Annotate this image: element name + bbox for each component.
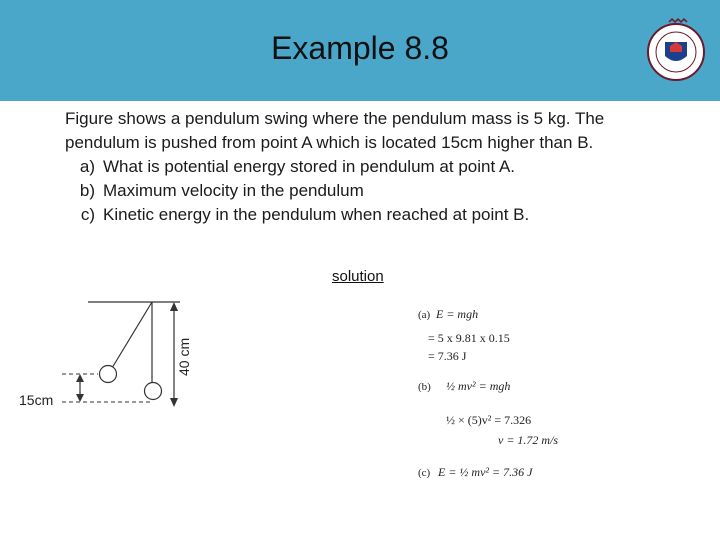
eq-a-line2: = 5 x 9.81 x 0.15 — [428, 331, 510, 345]
height-label: 15cm — [19, 392, 54, 408]
problem-intro-line2: pendulum is pushed from point A which is located 15cm higher than B. — [65, 133, 594, 152]
eq-b-line3: v = 1.72 m/s — [498, 433, 559, 447]
problem-statement — [65, 107, 685, 227]
question-text: What is potential energy stored in pendulum at point A. — [103, 157, 516, 176]
pendulum-figure — [0, 290, 200, 420]
question-b — [65, 179, 685, 203]
slide-title: Example 8.8 — [271, 30, 449, 66]
question-label: b) — [79, 181, 95, 200]
eq-c-line1: E = ½ mv² = 7.36 J — [438, 465, 533, 479]
pendulum-string-a — [112, 302, 152, 368]
solution-heading: solution — [332, 268, 384, 285]
arrow-head-down — [170, 398, 178, 407]
eq-b-label: (b) — [418, 381, 431, 393]
university-crest-icon — [643, 16, 709, 84]
header-bar — [0, 0, 720, 101]
question-c — [65, 203, 685, 227]
question-text: Kinetic energy in the pendulum when reached at point B. — [103, 205, 530, 224]
length-label: 40 cm — [176, 337, 192, 376]
eq-c-label: (c) — [418, 467, 431, 479]
height-arrow-head-up — [76, 374, 84, 382]
eq-a-line3: = 7.36 J — [428, 349, 467, 363]
problem-intro-line1: Figure shows a pendulum swing where the pendulum mass is 5 kg. The — [65, 109, 605, 128]
question-text: Maximum velocity in the pendulum — [103, 181, 364, 200]
bob-b — [145, 383, 162, 400]
arrow-head-up — [170, 302, 178, 311]
eq-a-line1: E = mgh — [436, 307, 479, 321]
eq-b-line2: ½ × (5)v² = 7.326 — [446, 413, 532, 427]
bob-a — [100, 366, 117, 383]
solution-equations — [410, 300, 570, 490]
height-arrow-head-down — [76, 394, 84, 402]
question-label: a) — [79, 157, 95, 176]
eq-b-line1: ½ mv² = mgh — [446, 379, 511, 393]
question-label: c) — [80, 205, 95, 224]
question-a — [65, 155, 685, 179]
eq-a-label: (a) — [418, 309, 431, 321]
